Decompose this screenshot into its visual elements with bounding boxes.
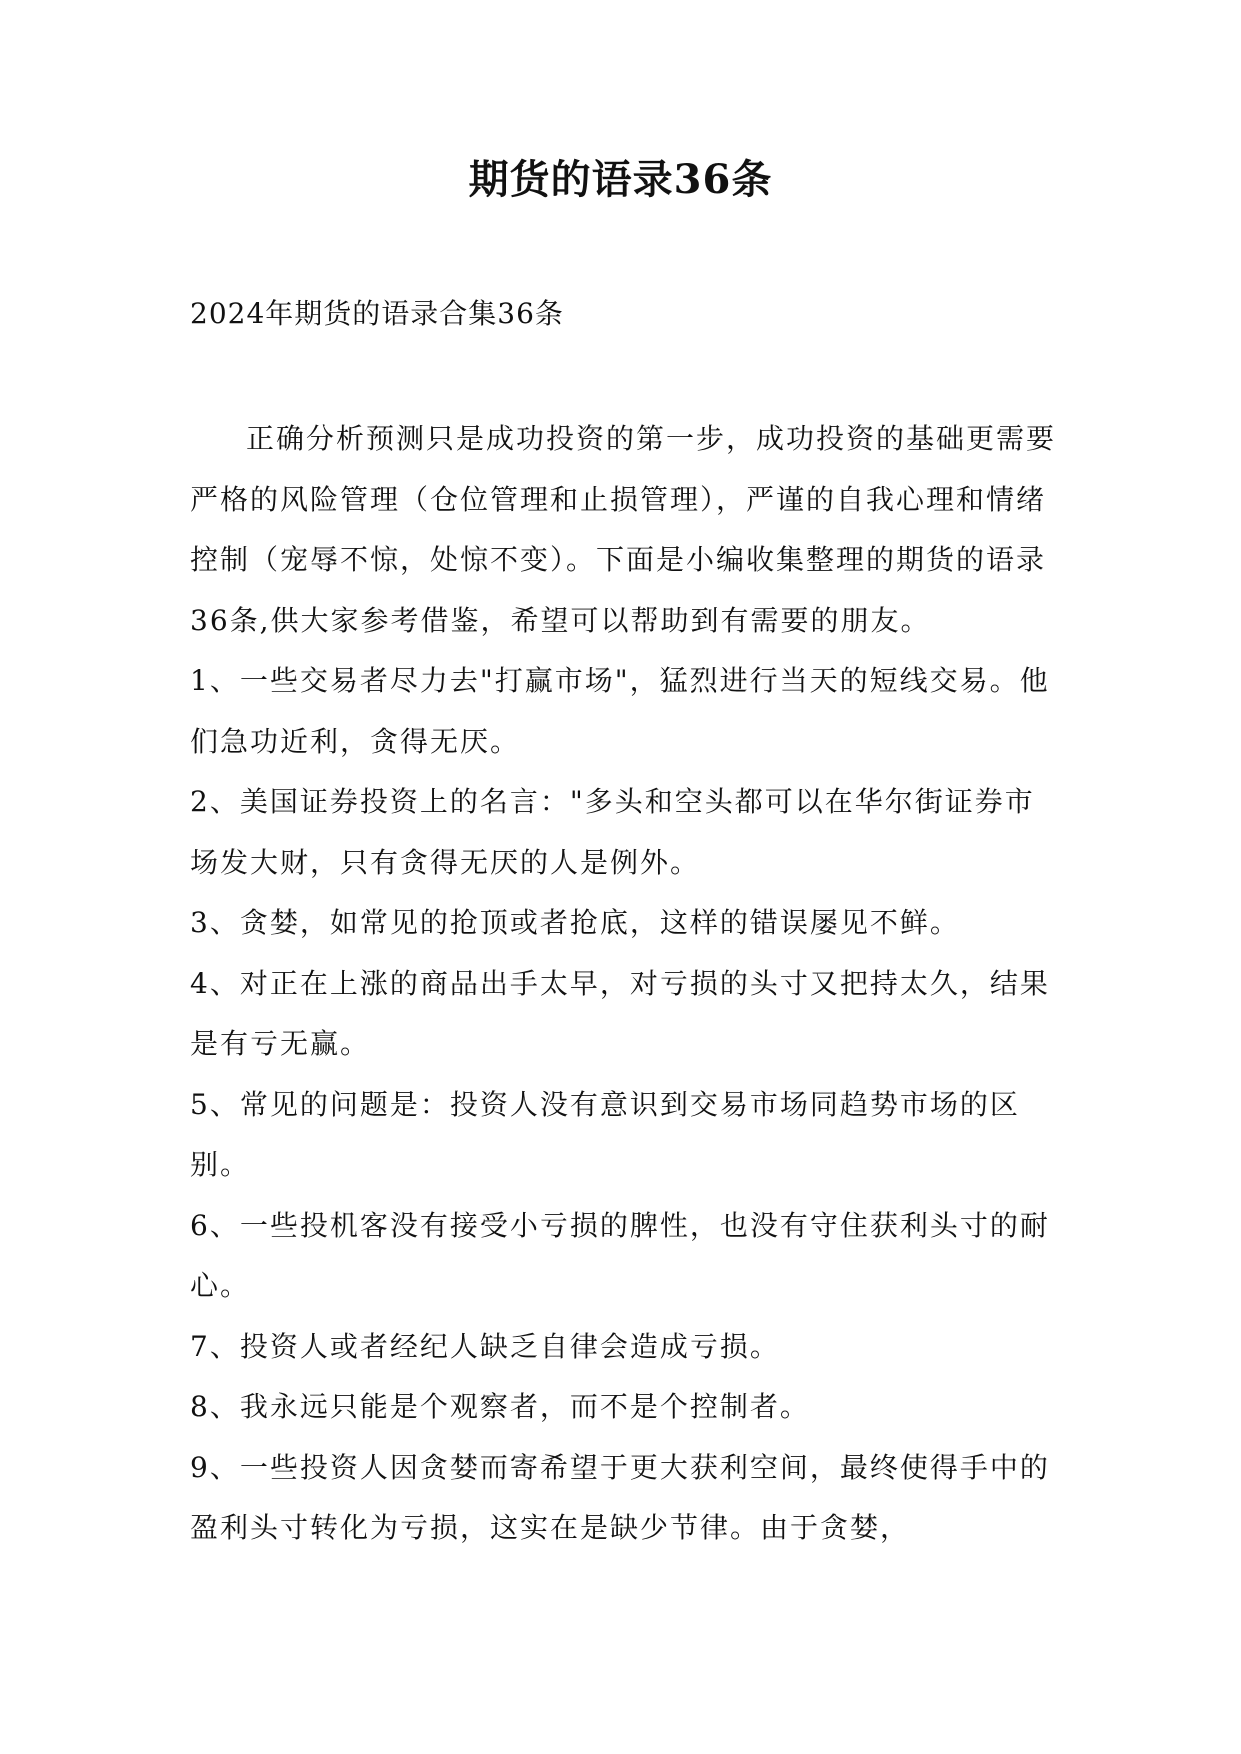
quote-item-1: 1、一些交易者尽力去"打赢市场"，猛烈进行当天的短线交易。他们急功近利，贪得无厌。 [190,664,1050,758]
quote-item-3: 3、贪婪，如常见的抢顶或者抢底，这样的错误屡见不鲜。 [190,906,960,939]
quote-item-2: 2、美国证券投资上的名言："多头和空头都可以在华尔街证券市场发大财，只有贪得无厌的人是例外。 [190,785,1035,879]
quote-item-5: 5、常见的问题是：投资人没有意识到交易市场同趋势市场的区别。 [190,1087,1020,1181]
document-body [190,409,1060,1559]
quote-item-9: 9、一些投资人因贪婪而寄希望于更大获利空间，最终使得手中的盈利头寸转化为亏损，这实在是缺少节律。由于贪婪， [190,1450,1050,1544]
quote-item-7: 7、投资人或者经纪人缺乏自律会造成亏损。 [190,1329,780,1363]
document-title: 期货的语录36条 [468,156,773,203]
quote-item-6: 6、一些投机客没有接受小亏损的脾性，也没有守住获利头寸的耐心。 [190,1208,1050,1302]
document-subtitle: 2024年期货的语录合集36条 [190,297,564,330]
quote-item-4: 4、对正在上涨的商品出手太早，对亏损的头寸又把持太久，结果是有亏无赢。 [190,966,1050,1060]
intro-paragraph: 正确分析预测只是成功投资的第一步，成功投资的基础更需要严格的风险管理（仓位管理和止损管理），严谨的自我心理和情绪控制（宠辱不惊，处惊不变）。下面是小编收集整理的期货的语录36条,供大家参考借鉴，希望可以帮助到有需要的朋友。 [190,422,1057,637]
quote-item-8: 8、我永远只能是个观察者，而不是个控制者。 [190,1390,810,1423]
